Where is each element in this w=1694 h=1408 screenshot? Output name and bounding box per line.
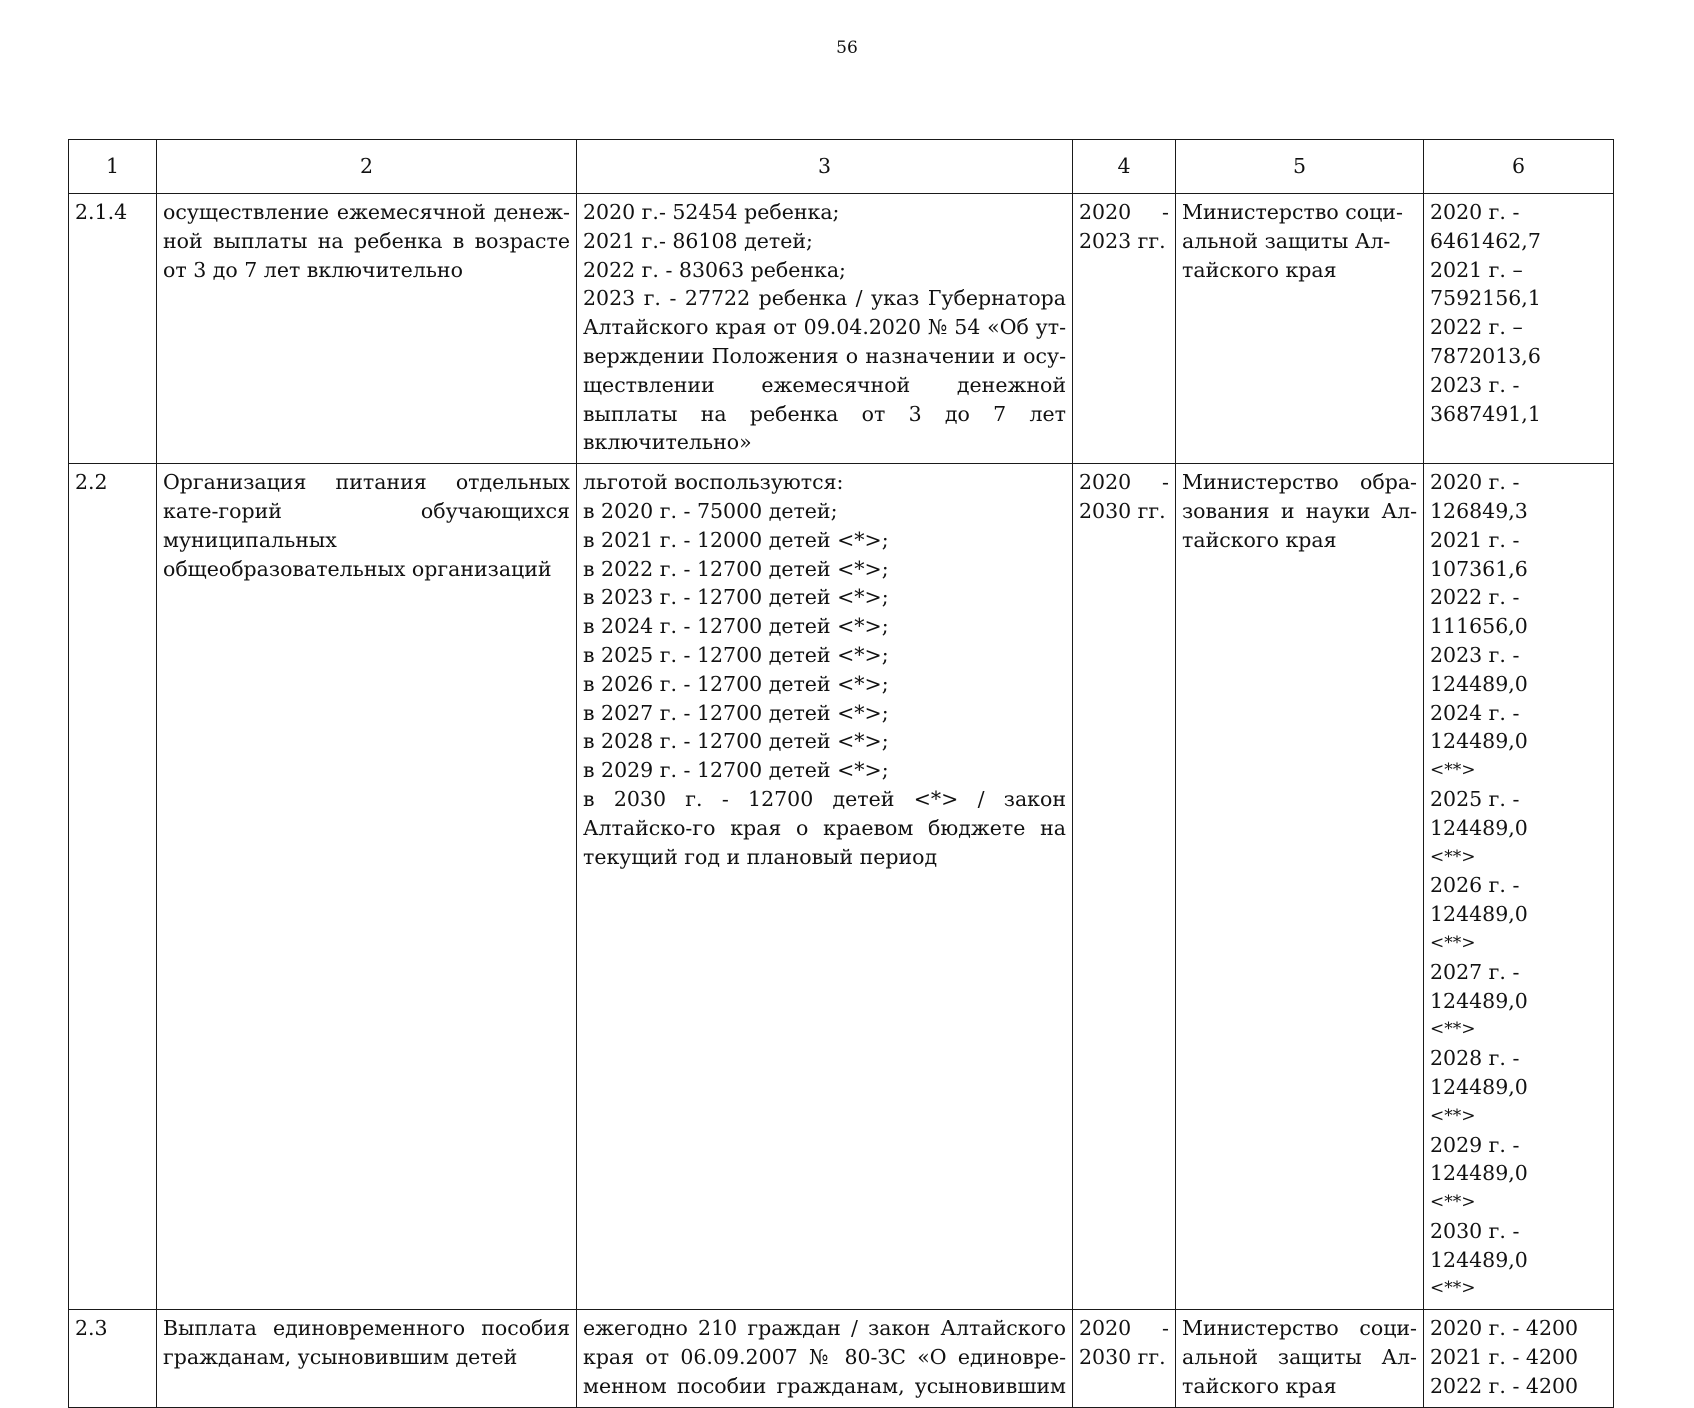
- funding: [1424, 194, 1614, 464]
- funding-line: 2026 г. - 124489,0: [1430, 873, 1528, 927]
- details-line: в 2020 г. - 75000 детей;: [583, 498, 838, 523]
- implementation-period: 2020 - 2030 гг.: [1073, 1310, 1176, 1408]
- funding-line: 2028 г. - 124489,0: [1430, 1046, 1528, 1099]
- column-header: 5: [1176, 140, 1424, 194]
- measure-name: Выплата единовременного пособия гражданам, усыновившим детей: [157, 1310, 577, 1408]
- page-number: 56: [836, 38, 858, 58]
- funding-line: 2020 г. - 126849,3: [1430, 470, 1528, 523]
- funding: [1424, 1310, 1614, 1408]
- funding-line: 2021 г. - 107361,6: [1430, 527, 1528, 581]
- details-line: в 2022 г. - 12700 детей <*>;: [583, 556, 889, 581]
- details-line: в 2023 г. - 12700 детей <*>;: [583, 585, 889, 610]
- funding-line: 2025 г. - 124489,0: [1430, 786, 1528, 840]
- column-header: 1: [69, 140, 157, 194]
- funding-note: <**>: [1430, 1192, 1476, 1213]
- details-line: в 2024 г. - 12700 детей <*>;: [583, 614, 889, 639]
- row-number: 2.2: [69, 464, 157, 1310]
- funding-line: 2021 г. – 7592156,1: [1430, 257, 1541, 311]
- details-line: 2022 г. - 83063 ребенка;: [583, 257, 846, 282]
- details-line: в 2026 г. - 12700 детей <*>;: [583, 671, 889, 696]
- details-line: 2021 г.- 86108 детей;: [583, 228, 813, 253]
- funding-line: 2023 г. - 124489,0: [1430, 642, 1528, 696]
- funding-line: 2020 г. - 6461462,7: [1430, 200, 1541, 253]
- column-header: 2: [157, 140, 577, 194]
- executor: Министерство обра-зования и науки Ал-тайского края: [1176, 464, 1424, 1310]
- column-header: 4: [1073, 140, 1176, 194]
- funding-note: <**>: [1430, 1019, 1476, 1040]
- funding-line: 2020 г. - 4200: [1430, 1316, 1579, 1341]
- funding-line: 2024 г. - 124489,0: [1430, 700, 1528, 754]
- details-line: ежегодно 210 граждан / закон Алтайского края от 06.09.2007 № 80-ЗС «О единовре-менном пособии гражданам, усыновившим: [583, 1316, 1066, 1398]
- row-number: 2.1.4: [69, 194, 157, 464]
- implementation-period: 2020 - 2023 гг.: [1073, 194, 1176, 464]
- funding-line: 2027 г. - 124489,0: [1430, 959, 1528, 1013]
- funding-line: 2022 г. – 7872013,6: [1430, 315, 1541, 368]
- funding-line: 2021 г. - 4200: [1430, 1345, 1579, 1370]
- details-line: в 2029 г. - 12700 детей <*>;: [583, 758, 889, 783]
- funding-line: 2030 г. - 124489,0: [1430, 1218, 1528, 1272]
- details-line: в 2025 г. - 12700 детей <*>;: [583, 642, 889, 667]
- column-header: 6: [1424, 140, 1614, 194]
- funding-line: 2023 г. - 3687491,1: [1430, 372, 1541, 426]
- funding-note: <**>: [1430, 760, 1476, 781]
- column-header: 3: [577, 140, 1073, 194]
- table-row: [69, 194, 1614, 464]
- row-number: 2.3: [69, 1310, 157, 1408]
- measure-details: [577, 1310, 1073, 1408]
- funding-note: <**>: [1430, 1105, 1476, 1126]
- implementation-period: 2020 - 2030 гг.: [1073, 464, 1176, 1310]
- measure-name: осуществление ежемесячной денеж-ной выплаты на ребенка в возрасте от 3 до 7 лет включительно: [157, 194, 577, 464]
- measure-details: [577, 464, 1073, 1310]
- details-line: в 2030 г. - 12700 детей <*> / закон Алтайско-го края о краевом бюджете на текущий год и плановый период: [583, 786, 1066, 869]
- details-line: 2020 г.- 52454 ребенка;: [583, 200, 840, 224]
- details-line: в 2027 г. - 12700 детей <*>;: [583, 700, 889, 725]
- funding-line: 2022 г. - 4200: [1430, 1373, 1579, 1398]
- table-header-row: [69, 140, 1614, 194]
- measure-name: Организация питания отдельных кате-горий обучающихся муниципальных общеобразовательных организаций: [157, 464, 577, 1310]
- details-line: в 2021 г. - 12000 детей <*>;: [583, 527, 889, 552]
- funding-note: <**>: [1430, 932, 1476, 953]
- executor: Министерство соци-альной защиты Ал-тайского края: [1176, 194, 1424, 464]
- funding-line: 2029 г. - 124489,0: [1430, 1132, 1528, 1186]
- measure-details: [577, 194, 1073, 464]
- details-line: в 2028 г. - 12700 детей <*>;: [583, 729, 889, 754]
- program-table: [68, 139, 1614, 1408]
- details-line: льготой воспользуются:: [583, 470, 844, 495]
- funding-line: 2022 г. - 111656,0: [1430, 585, 1528, 639]
- details-line: 2023 г. - 27722 ребенка / указ Губернатора Алтайского края от 09.04.2020 № 54 «Об ут-верждении Положения о назначении и осу-ществлении ежемесячной денежной выплаты на ребенка от 3 до 7 лет включительно»: [583, 286, 1066, 455]
- table-row: [69, 1310, 1614, 1408]
- funding: [1424, 464, 1614, 1310]
- executor: Министерство соци-альной защиты Ал-тайского края: [1176, 1310, 1424, 1408]
- funding-note: <**>: [1430, 846, 1476, 867]
- table-row: [69, 464, 1614, 1310]
- funding-note: <**>: [1430, 1278, 1476, 1299]
